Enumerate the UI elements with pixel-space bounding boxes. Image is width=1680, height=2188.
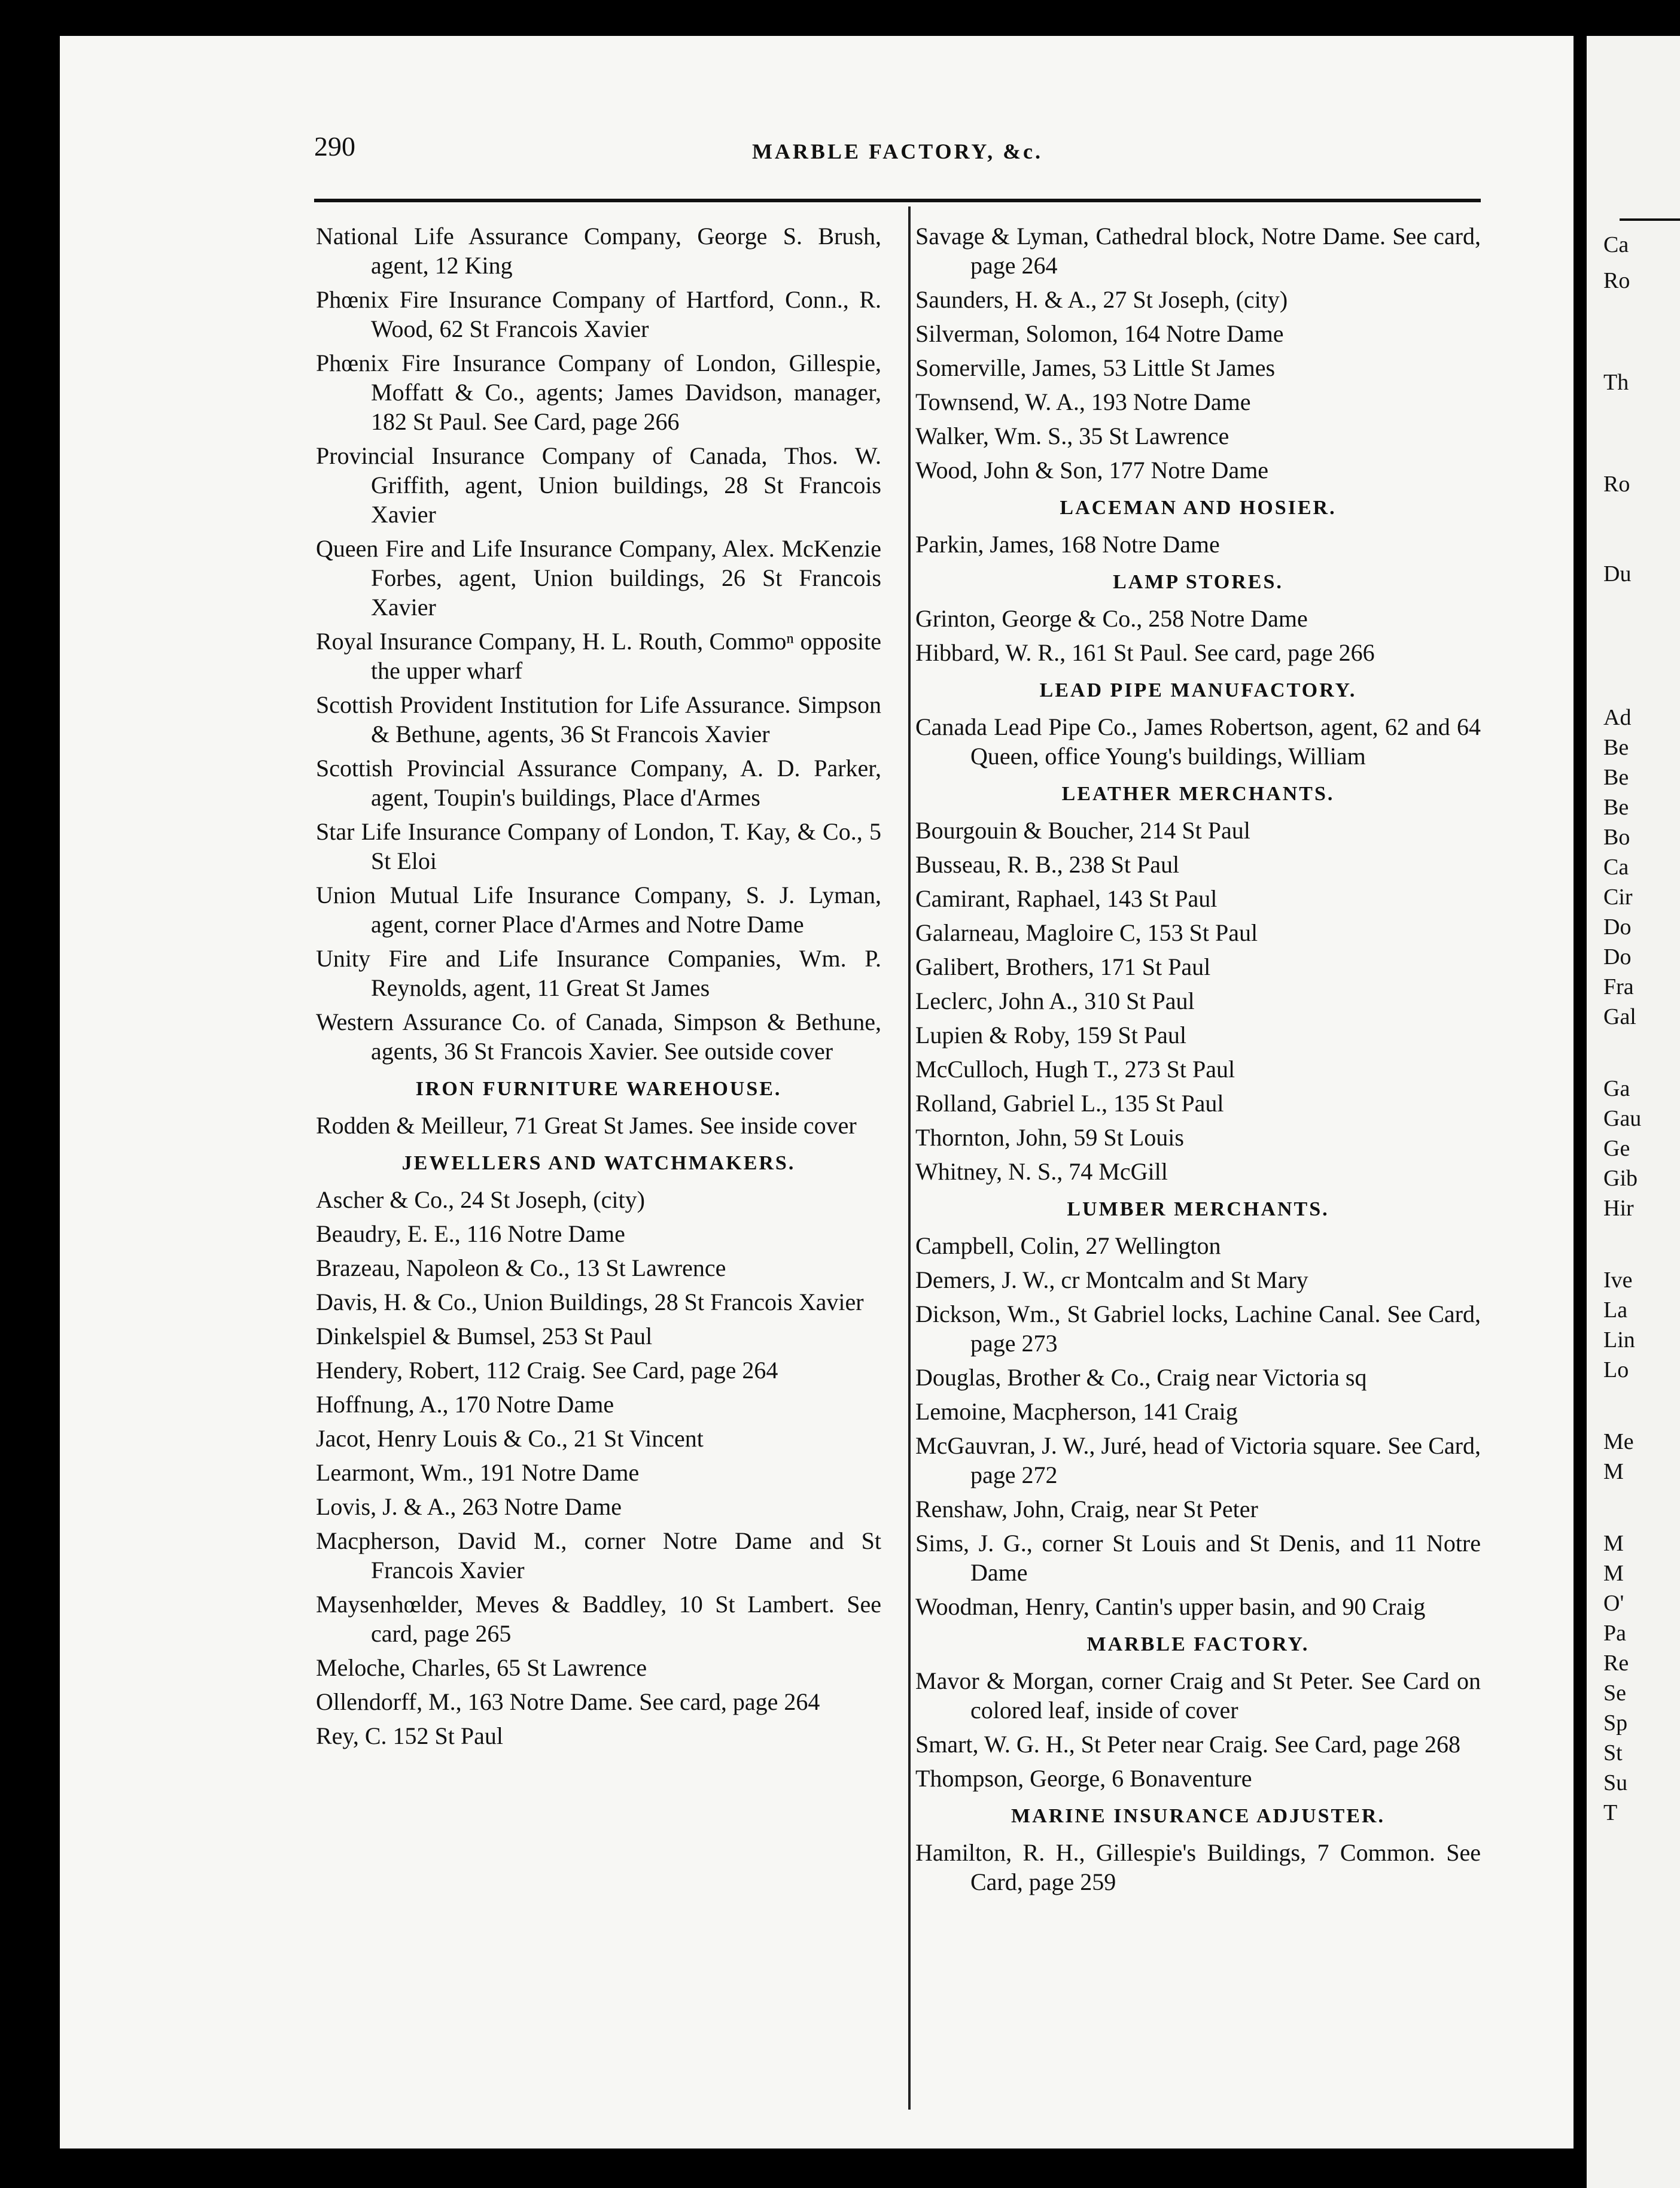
facing-page-fragment: Su <box>1603 1770 1628 1795</box>
directory-entry: Maysenhœlder, Meves & Baddley, 10 St Lambert. See card, page 265 <box>316 1591 881 1647</box>
directory-entry: Thompson, George, 6 Bonaventure <box>915 1765 1252 1792</box>
directory-entry: Grinton, George & Co., 258 Notre Dame <box>915 605 1308 632</box>
facing-page-fragment: Me <box>1603 1429 1634 1454</box>
directory-entry: Hamilton, R. H., Gillespie's Buildings, 7 Common. See Card, page 259 <box>915 1839 1481 1895</box>
directory-entry: Walker, Wm. S., 35 St Lawrence <box>915 423 1229 449</box>
facing-page-fragment: Cir <box>1603 885 1633 910</box>
facing-page-fragment: Gib <box>1603 1166 1638 1191</box>
section-heading: LEATHER MERCHANTS. <box>1061 783 1335 805</box>
directory-entry: Parkin, James, 168 Notre Dame <box>915 531 1220 558</box>
directory-entry: Ascher & Co., 24 St Joseph, (city) <box>316 1186 645 1213</box>
facing-page <box>1587 36 1680 2188</box>
facing-page-fragment: Ca <box>1603 855 1629 880</box>
page-header <box>314 130 1481 166</box>
gutter-shadow <box>1575 36 1587 2154</box>
facing-page-fragment: Du <box>1603 561 1632 586</box>
directory-entry: Dickson, Wm., St Gabriel locks, Lachine Canal. See Card, page 273 <box>915 1300 1481 1357</box>
facing-page-fragment: Ive <box>1603 1268 1633 1293</box>
facing-page-fragment: Gau <box>1603 1106 1642 1131</box>
directory-entry: Scottish Provident Institution for Life Assurance. Simpson & Bethune, agents, 36 St Francois Xavier <box>316 691 881 747</box>
directory-entry: Galarneau, Magloire C, 153 St Paul <box>915 919 1258 946</box>
directory-entry: Brazeau, Napoleon & Co., 13 St Lawrence <box>316 1254 726 1281</box>
page-number: 290 <box>314 131 355 162</box>
directory-entry: National Life Assurance Company, George S. Brush, agent, 12 King <box>316 223 881 279</box>
facing-page-fragment: Hir <box>1603 1196 1634 1221</box>
left-column <box>316 221 881 1755</box>
directory-entry: Leclerc, John A., 310 St Paul <box>915 987 1195 1014</box>
facing-page-fragment: Ga <box>1603 1076 1630 1101</box>
directory-entry: Hendery, Robert, 112 Craig. See Card, page 264 <box>316 1357 778 1384</box>
directory-entry: Provincial Insurance Company of Canada, Thos. W. Griffith, agent, Union buildings, 28 St Francois Xavier <box>316 442 881 528</box>
section-heading: LACEMAN AND HOSIER. <box>1060 497 1337 519</box>
directory-entry: Renshaw, John, Craig, near St Peter <box>915 1496 1258 1523</box>
facing-page-fragment: Be <box>1603 765 1629 790</box>
facing-page-fragment: Ca <box>1603 232 1629 257</box>
facing-page-fragment: O' <box>1603 1591 1624 1616</box>
facing-page-fragment: Re <box>1603 1651 1629 1676</box>
facing-page-fragment: St <box>1603 1740 1623 1765</box>
facing-page-fragment: Ad <box>1603 705 1632 730</box>
section-heading: MARINE INSURANCE ADJUSTER. <box>1011 1805 1385 1827</box>
directory-entry: Camirant, Raphael, 143 St Paul <box>915 885 1218 912</box>
directory-entry: Rodden & Meilleur, 71 Great St James. See inside cover <box>316 1112 857 1139</box>
directory-entry: Silverman, Solomon, 164 Notre Dame <box>915 320 1284 347</box>
facing-page-fragment: Sp <box>1603 1710 1628 1736</box>
directory-entry: Hibbard, W. R., 161 St Paul. See card, page 266 <box>915 639 1375 666</box>
directory-entry: Macpherson, David M., corner Notre Dame and St Francois Xavier <box>316 1527 881 1584</box>
directory-entry: Savage & Lyman, Cathedral block, Notre Dame. See card, page 264 <box>915 223 1481 279</box>
directory-entry: Ollendorff, M., 163 Notre Dame. See card, page 264 <box>316 1688 820 1715</box>
directory-entry: Meloche, Charles, 65 St Lawrence <box>316 1654 647 1681</box>
header-rule <box>314 199 1481 202</box>
directory-entry: Canada Lead Pipe Co., James Robertson, agent, 62 and 64 Queen, office Young's buildings, William <box>915 713 1481 770</box>
directory-entry: Woodman, Henry, Cantin's upper basin, and 90 Craig <box>915 1593 1426 1620</box>
directory-entry: Lupien & Roby, 159 St Paul <box>915 1022 1186 1049</box>
directory-entry: Whitney, N. S., 74 McGill <box>915 1158 1168 1185</box>
section-heading: MARBLE FACTORY. <box>1086 1633 1310 1655</box>
directory-entry: Hoffnung, A., 170 Notre Dame <box>316 1391 614 1418</box>
directory-entry: Bourgouin & Boucher, 214 St Paul <box>915 817 1250 844</box>
directory-entry: Unity Fire and Life Insurance Companies, Wm. P. Reynolds, agent, 11 Great St James <box>316 945 881 1001</box>
directory-entry: Learmont, Wm., 191 Notre Dame <box>316 1459 640 1486</box>
directory-entry: Demers, J. W., cr Montcalm and St Mary <box>915 1266 1308 1293</box>
directory-entry: Dinkelspiel & Bumsel, 253 St Paul <box>316 1323 653 1350</box>
facing-page-fragment: Se <box>1603 1680 1626 1706</box>
directory-entry: McGauvran, J. W., Juré, head of Victoria square. See Card, page 272 <box>915 1432 1481 1488</box>
facing-page-fragment: M <box>1603 1531 1624 1556</box>
facing-page-fragment: Be <box>1603 735 1629 760</box>
column-divider <box>908 206 911 2110</box>
directory-entry: Thornton, John, 59 St Louis <box>915 1124 1184 1151</box>
section-heading: IRON FURNITURE WAREHOUSE. <box>415 1078 782 1100</box>
directory-entry: Davis, H. & Co., Union Buildings, 28 St Francois Xavier <box>316 1289 864 1315</box>
facing-page-fragment: M <box>1603 1459 1624 1484</box>
directory-entry: Rolland, Gabriel L., 135 St Paul <box>915 1090 1224 1117</box>
directory-entry: Lovis, J. & A., 263 Notre Dame <box>316 1493 622 1520</box>
directory-entry: Union Mutual Life Insurance Company, S. J. Lyman, agent, corner Place d'Armes and Notre Dame <box>316 882 881 938</box>
directory-entry: Campbell, Colin, 27 Wellington <box>915 1232 1221 1259</box>
facing-page-fragment: Be <box>1603 795 1629 820</box>
directory-entry: McCulloch, Hugh T., 273 St Paul <box>915 1056 1235 1083</box>
facing-page-fragment: M <box>1603 1561 1624 1586</box>
facing-page-fragment: Th <box>1603 370 1629 395</box>
facing-page-fragment: La <box>1603 1297 1628 1323</box>
facing-page-fragment: Pa <box>1603 1621 1626 1646</box>
facing-page-fragment: Bo <box>1603 825 1630 850</box>
directory-entry: Lemoine, Macpherson, 141 Craig <box>915 1398 1238 1425</box>
directory-entry: Busseau, R. B., 238 St Paul <box>915 851 1180 878</box>
directory-entry: Star Life Insurance Company of London, T. Kay, & Co., 5 St Eloi <box>316 818 881 874</box>
directory-entry: Saunders, H. & A., 27 St Joseph, (city) <box>915 286 1288 313</box>
directory-entry: Rey, C. 152 St Paul <box>316 1722 503 1749</box>
directory-entry: Queen Fire and Life Insurance Company, Alex. McKenzie Forbes, agent, Union buildings, 26 St Francois Xavier <box>316 535 881 621</box>
facing-page-fragment: Lo <box>1603 1357 1629 1382</box>
directory-entry: Royal Insurance Company, H. L. Routh, Commoⁿ opposite the upper wharf <box>316 628 881 684</box>
directory-entry: Jacot, Henry Louis & Co., 21 St Vincent <box>316 1425 704 1452</box>
directory-entry: Phœnix Fire Insurance Company of Hartford, Conn., R. Wood, 62 St Francois Xavier <box>316 286 881 342</box>
directory-entry: Beaudry, E. E., 116 Notre Dame <box>316 1220 625 1247</box>
running-head: MARBLE FACTORY, &c. <box>751 139 1043 163</box>
directory-entry: Scottish Provincial Assurance Company, A. D. Parker, agent, Toupin's buildings, Place d'Armes <box>316 755 881 811</box>
directory-entry: Townsend, W. A., 193 Notre Dame <box>915 388 1251 415</box>
section-heading: LEAD PIPE MANUFACTORY. <box>1039 679 1357 701</box>
facing-page-rule <box>1620 218 1680 221</box>
directory-entry: Wood, John & Son, 177 Notre Dame <box>915 457 1269 484</box>
facing-page-fragment: Ro <box>1603 472 1630 497</box>
facing-page-fragment: Ge <box>1603 1136 1630 1161</box>
directory-entry: Phœnix Fire Insurance Company of London, Gillespie, Moffatt & Co., agents; James Davidson, manager, 182 St Paul. See Card, page 266 <box>316 350 881 435</box>
directory-entry: Sims, J. G., corner St Louis and St Denis, and 11 Notre Dame <box>915 1530 1481 1586</box>
facing-page-fragment: T <box>1603 1800 1618 1825</box>
right-column <box>915 221 1481 1901</box>
section-heading: JEWELLERS AND WATCHMAKERS. <box>401 1152 796 1174</box>
facing-page-fragment: Do <box>1603 914 1632 940</box>
directory-entry: Mavor & Morgan, corner Craig and St Peter. See Card on colored leaf, inside of cover <box>915 1667 1481 1724</box>
directory-entry: Smart, W. G. H., St Peter near Craig. See Card, page 268 <box>915 1731 1460 1758</box>
section-heading: LUMBER MERCHANTS. <box>1067 1198 1329 1220</box>
facing-page-fragment: Ro <box>1603 268 1630 293</box>
directory-entry: Western Assurance Co. of Canada, Simpson & Bethune, agents, 36 St Francois Xavier. See outside cover <box>316 1008 881 1065</box>
facing-page-fragment: Fra <box>1603 974 1634 999</box>
directory-entry: Somerville, James, 53 Little St James <box>915 354 1276 381</box>
facing-page-fragment: Do <box>1603 944 1632 970</box>
directory-entry: Galibert, Brothers, 171 St Paul <box>915 953 1211 980</box>
directory-entry: Douglas, Brother & Co., Craig near Victoria sq <box>915 1364 1367 1391</box>
facing-page-fragment: Lin <box>1603 1327 1635 1353</box>
section-heading: LAMP STORES. <box>1113 571 1283 593</box>
facing-page-fragment: Gal <box>1603 1004 1636 1029</box>
